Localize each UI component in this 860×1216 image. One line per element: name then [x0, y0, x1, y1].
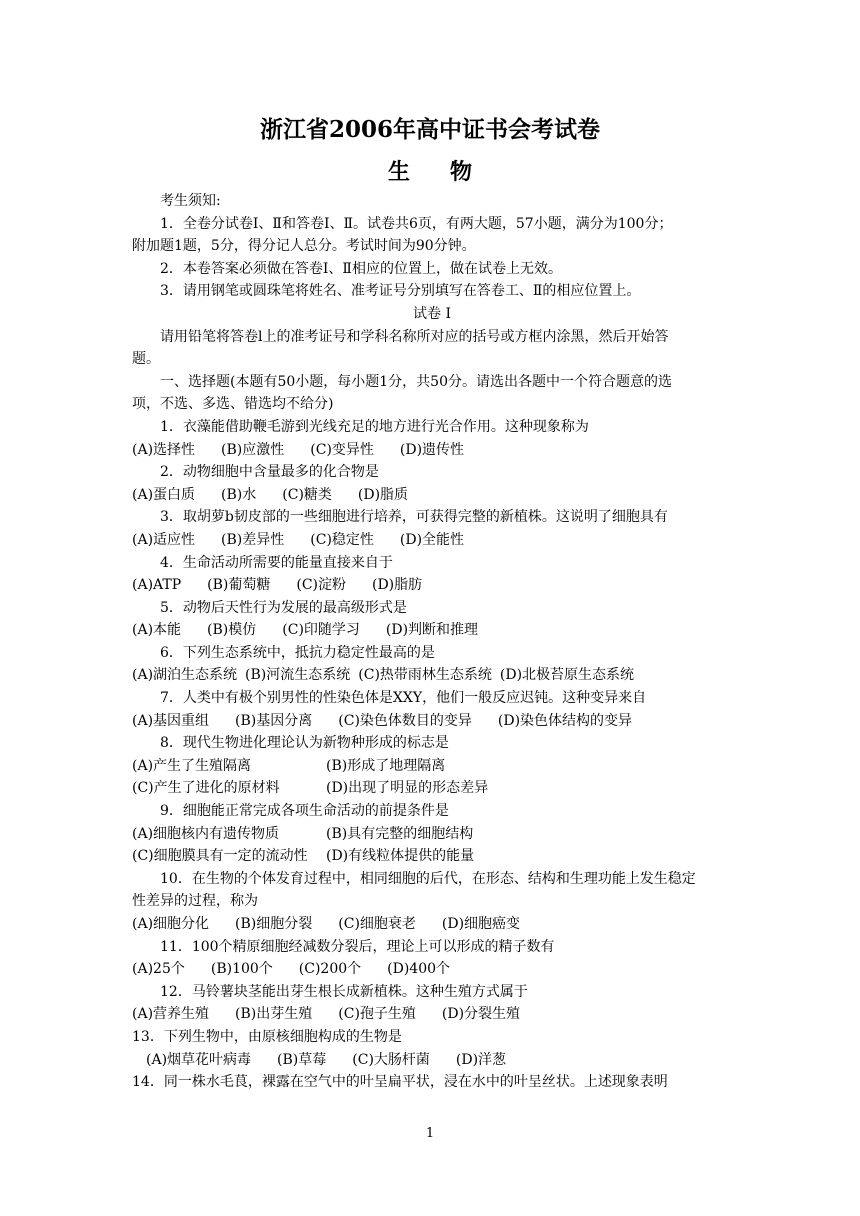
answer-option: (D)全能性 [399, 531, 465, 548]
option-row [132, 777, 732, 800]
answer-option: (D)遗传性 [399, 441, 465, 458]
answer-option: (D)400个 [387, 961, 451, 978]
section-heading: 一、选择题(本题有50小题，每小题1分，共50分。请选出各题中一个符合题意的选 [160, 373, 672, 390]
notice-item: 附加题1题，5分，得分记人总分。考试时间为90分钟。 [132, 238, 476, 255]
question-stem: 5．动物后天性行为发展的最高级形式是 [160, 599, 407, 616]
answer-option: (A)细胞核内有遗传物质 [132, 825, 280, 842]
answer-option: (A)本能 [132, 622, 182, 639]
exam-title: 浙江省2006年高中证书会考试卷 [259, 116, 600, 143]
question-stem: 6．下列生态系统中，抵抗力稳定性最高的是 [160, 644, 435, 661]
answer-option: (C)热带雨林生态系统 [358, 667, 492, 684]
answer-option: (B)模仿 [207, 622, 257, 639]
answer-option: (A)选择性 [132, 441, 196, 458]
question-stem: 9．细胞能正常完成各项生命活动的前提条件是 [160, 803, 449, 820]
answer-option: (C)产生了进化的原材料 [132, 780, 280, 797]
answer-option: (C)大肠杆菌 [352, 1051, 430, 1068]
option-row [132, 664, 732, 687]
option-row [132, 710, 732, 733]
option-row [132, 619, 732, 642]
option-row [132, 1049, 732, 1072]
part-instruction: 题。 [132, 351, 160, 368]
answer-option: (D)洋葱 [455, 1051, 507, 1068]
page-number: 1 [425, 1126, 435, 1141]
answer-option: (B)葡萄糖 [207, 577, 271, 594]
answer-option: (D)脂质 [357, 486, 409, 503]
answer-option: (D)北极苔原生态系统 [499, 667, 635, 684]
answer-option: (D)判断和推理 [385, 622, 479, 639]
notice-item: 1．全卷分试卷Ⅰ、Ⅱ和答卷Ⅰ、Ⅱ。试卷共6页，有两大题，57小题，满分为100分； [160, 215, 673, 232]
part-instruction: 请用铅笔将答卷l上的准考证号和学科名称所对应的括号或方框内涂黑，然后开始答 [160, 328, 669, 345]
question-stem: 3．取胡萝b韧皮部的一些细胞进行培养，可获得完整的新植株。这说明了细胞具有 [160, 509, 668, 526]
answer-option: (D)分裂生殖 [441, 1006, 521, 1023]
option-row [132, 484, 732, 507]
notice-heading: 考生须知: [160, 193, 221, 209]
question-stem: 2．动物细胞中含量最多的化合物是 [160, 464, 379, 481]
answer-option: (D)有线粒体提供的能量 [326, 848, 475, 865]
option-row [132, 823, 732, 846]
answer-option: (B)形成了地理隔离 [326, 757, 446, 774]
answer-option: (A)湖泊生态系统 [132, 667, 238, 684]
answer-option: (B)草莓 [277, 1051, 327, 1068]
answer-option: (D)细胞癌变 [441, 916, 521, 932]
answer-option: (A)基因重组 [132, 712, 210, 729]
answer-option: (B)河流生态系统 [245, 667, 351, 684]
answer-option: (B)出芽生殖 [235, 1006, 313, 1023]
option-row [132, 1003, 732, 1026]
answer-option: (C)细胞膜具有一定的流动性 [132, 848, 308, 865]
answer-option: (A)25个 [132, 961, 185, 978]
option-row [132, 913, 732, 936]
question-stem: 1．衣藻能借助鞭毛游到光线充足的地方进行光合作用。这种现象称为 [160, 418, 589, 435]
answer-option: (C)200个 [298, 961, 362, 978]
question-stem: 性差异的过程，称为 [132, 893, 258, 910]
answer-option: (A)蛋白质 [132, 486, 196, 503]
notice-item: 2．本卷答案必须做在答卷Ⅰ、Ⅱ相应的位置上，做在试卷上无效。 [160, 260, 562, 277]
subject-title: 生物 [387, 159, 512, 185]
answer-option: (D)染色体结构的变异 [497, 712, 633, 729]
question-stem: 10．在生物的个体发育过程中，相同细胞的后代，在形态、结构和生理功能上发生稳定 [160, 870, 696, 887]
option-row [132, 958, 732, 981]
answer-option: (A)烟草花叶病毒 [146, 1051, 252, 1068]
question-stem: 11．100个精原细胞经减数分裂后，理论上可以形成的精子数有 [160, 938, 555, 955]
question-list [132, 416, 732, 1094]
answer-option: (A)营养生殖 [132, 1006, 210, 1023]
answer-option: (C)淀粉 [296, 577, 346, 594]
answer-option: (A)产生了生殖隔离 [132, 757, 252, 774]
question-stem: 4．生命活动所需要的能量直接来自于 [160, 554, 393, 571]
option-row [132, 574, 732, 597]
answer-option: (A)ATP [132, 577, 182, 594]
answer-option: (B)水 [221, 486, 257, 503]
option-row [132, 529, 732, 552]
section-heading: 项，不选、多选、错选均不给分) [132, 396, 334, 413]
answer-option: (C)印随学习 [282, 622, 360, 639]
answer-option: (C)细胞衰老 [338, 916, 416, 932]
answer-option: (C)染色体数目的变异 [338, 712, 472, 729]
answer-option: (B)差异性 [221, 531, 285, 548]
answer-option: (D)脂肪 [372, 577, 423, 594]
question-stem: 12．马铃薯块茎能出芽生根长成新植株。这种生殖方式属于 [160, 983, 528, 1000]
part-label: 试卷 Ⅰ [413, 305, 451, 322]
answer-option: (B)应激性 [221, 441, 285, 458]
notice-item: 3．请用钢笔或圆珠笔将姓名、准考证号分别填写在答卷工、Ⅱ的相应位置上。 [160, 283, 641, 300]
question-stem: 13．下列生物中，由原核细胞构成的生物是 [132, 1028, 402, 1045]
option-row [132, 755, 732, 778]
option-row [132, 845, 732, 868]
option-row [132, 439, 732, 462]
answer-option: (B)细胞分裂 [235, 916, 313, 932]
question-stem: 7．人类中有极个别男性的性染色体是XXY，他们一般反应迟钝。这种变异来自 [160, 690, 647, 707]
answer-option: (C)糖类 [282, 486, 332, 503]
answer-option: (A)细胞分化 [132, 916, 210, 932]
answer-option: (C)变异性 [310, 441, 374, 458]
answer-option: (B)具有完整的细胞结构 [326, 825, 474, 842]
answer-option: (C)孢子生殖 [338, 1006, 416, 1023]
answer-option: (C)稳定性 [310, 531, 374, 548]
answer-option: (B)100个 [210, 961, 273, 978]
answer-option: (B)基因分离 [235, 712, 313, 729]
question-stem: 8．现代生物进化理论认为新物种形成的标志是 [160, 735, 449, 752]
answer-option: (D)出现了明显的形态差异 [326, 780, 489, 797]
exam-body [132, 190, 732, 1094]
question-stem: 14．同一株水毛茛，裸露在空气中的叶呈扁平状，浸在水中的叶呈丝状。上述现象表明 [132, 1074, 668, 1091]
answer-option: (A)适应性 [132, 531, 196, 548]
